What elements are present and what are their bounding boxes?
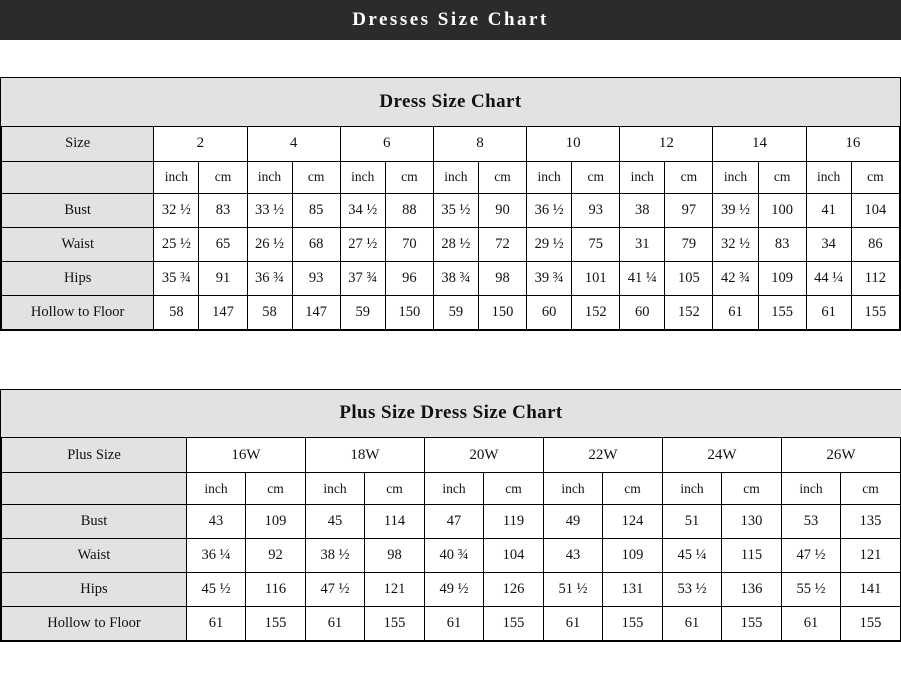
unit-header-cell: cm	[758, 161, 806, 193]
measurement-value: 45 ¼	[663, 539, 722, 573]
measurement-value: 44 ¼	[806, 261, 851, 295]
measurement-value: 34 ½	[340, 193, 385, 227]
measurement-value: 29 ½	[527, 227, 572, 261]
measurement-label: Waist	[2, 539, 187, 573]
measurement-value: 55 ½	[782, 573, 841, 607]
unit-header-cell: inch	[713, 161, 758, 193]
unit-header-cell: inch	[306, 473, 365, 505]
chart-title: Plus Size Dress Size Chart	[2, 390, 901, 438]
measurement-label: Hollow to Floor	[2, 607, 187, 641]
size-column-header: 14	[713, 126, 806, 161]
measurement-value: 152	[572, 295, 620, 329]
size-header-row	[2, 126, 900, 161]
table-row	[2, 193, 900, 227]
unit-header-cell: inch	[620, 161, 665, 193]
measurement-value: 101	[572, 261, 620, 295]
measurement-value: 47 ½	[306, 573, 365, 607]
measurement-value: 49 ½	[425, 573, 484, 607]
measurement-value: 83	[199, 193, 247, 227]
measurement-value: 85	[292, 193, 340, 227]
unit-header-row	[2, 473, 901, 505]
measurement-value: 42 ¾	[713, 261, 758, 295]
measurement-value: 47	[425, 505, 484, 539]
size-column-header: 24W	[663, 438, 782, 473]
measurement-value: 155	[722, 607, 782, 641]
measurement-value: 116	[246, 573, 306, 607]
measurement-value: 105	[665, 261, 713, 295]
measurement-value: 130	[722, 505, 782, 539]
unit-header-cell: cm	[365, 473, 425, 505]
measurement-value: 88	[385, 193, 433, 227]
unit-header-cell: inch	[663, 473, 722, 505]
measurement-value: 53	[782, 505, 841, 539]
unit-header-cell: cm	[841, 473, 901, 505]
measurement-value: 131	[603, 573, 663, 607]
size-column-header: 10	[527, 126, 620, 161]
dress-size-chart-block	[0, 77, 901, 331]
measurement-value: 59	[433, 295, 478, 329]
measurement-value: 27 ½	[340, 227, 385, 261]
size-header-label: Size	[2, 126, 154, 161]
measurement-value: 147	[199, 295, 247, 329]
measurement-value: 25 ½	[154, 227, 199, 261]
measurement-value: 61	[713, 295, 758, 329]
measurement-value: 92	[246, 539, 306, 573]
table-row	[2, 607, 901, 641]
measurement-value: 86	[851, 227, 899, 261]
size-column-header: 8	[433, 126, 526, 161]
measurement-value: 36 ½	[527, 193, 572, 227]
measurement-value: 136	[722, 573, 782, 607]
table-row	[2, 227, 900, 261]
measurement-value: 32 ½	[713, 227, 758, 261]
measurement-value: 37 ¾	[340, 261, 385, 295]
measurement-value: 61	[187, 607, 246, 641]
measurement-value: 150	[478, 295, 526, 329]
measurement-value: 58	[154, 295, 199, 329]
measurement-value: 41 ¼	[620, 261, 665, 295]
measurement-value: 155	[851, 295, 899, 329]
measurement-value: 33 ½	[247, 193, 292, 227]
measurement-value: 115	[722, 539, 782, 573]
unit-header-cell: cm	[572, 161, 620, 193]
size-header-row	[2, 438, 901, 473]
size-column-header: 12	[620, 126, 713, 161]
measurement-value: 61	[663, 607, 722, 641]
measurement-value: 155	[484, 607, 544, 641]
measurement-value: 51	[663, 505, 722, 539]
measurement-value: 72	[478, 227, 526, 261]
measurement-value: 68	[292, 227, 340, 261]
plus-size-chart-table	[1, 390, 901, 642]
measurement-value: 124	[603, 505, 663, 539]
unit-header-cell: inch	[544, 473, 603, 505]
measurement-value: 155	[246, 607, 306, 641]
measurement-value: 93	[292, 261, 340, 295]
measurement-value: 155	[758, 295, 806, 329]
table-row	[2, 505, 901, 539]
measurement-value: 96	[385, 261, 433, 295]
measurement-label: Hips	[2, 573, 187, 607]
measurement-value: 39 ¾	[527, 261, 572, 295]
measurement-value: 39 ½	[713, 193, 758, 227]
measurement-value: 43	[187, 505, 246, 539]
measurement-label: Bust	[2, 193, 154, 227]
chart-title-row	[2, 78, 900, 126]
table-row	[2, 261, 900, 295]
measurement-value: 36 ¼	[187, 539, 246, 573]
measurement-value: 109	[603, 539, 663, 573]
measurement-value: 41	[806, 193, 851, 227]
measurement-value: 32 ½	[154, 193, 199, 227]
unit-header-cell: inch	[340, 161, 385, 193]
measurement-value: 150	[385, 295, 433, 329]
measurement-value: 119	[484, 505, 544, 539]
size-column-header: 16W	[187, 438, 306, 473]
measurement-value: 97	[665, 193, 713, 227]
size-column-header: 2	[154, 126, 247, 161]
measurement-value: 135	[841, 505, 901, 539]
measurement-value: 61	[782, 607, 841, 641]
unit-header-spacer	[2, 473, 187, 505]
size-column-header: 6	[340, 126, 433, 161]
measurement-label: Hips	[2, 261, 154, 295]
size-column-header: 18W	[306, 438, 425, 473]
size-column-header: 22W	[544, 438, 663, 473]
measurement-value: 35 ¾	[154, 261, 199, 295]
measurement-value: 91	[199, 261, 247, 295]
measurement-value: 70	[385, 227, 433, 261]
size-column-header: 20W	[425, 438, 544, 473]
measurement-value: 79	[665, 227, 713, 261]
table-row	[2, 539, 901, 573]
size-column-header: 4	[247, 126, 340, 161]
unit-header-cell: inch	[806, 161, 851, 193]
measurement-value: 45 ½	[187, 573, 246, 607]
measurement-value: 152	[665, 295, 713, 329]
measurement-value: 93	[572, 193, 620, 227]
size-column-header: 26W	[782, 438, 901, 473]
measurement-value: 104	[484, 539, 544, 573]
unit-header-cell: cm	[603, 473, 663, 505]
measurement-value: 114	[365, 505, 425, 539]
measurement-value: 38 ¾	[433, 261, 478, 295]
measurement-value: 141	[841, 573, 901, 607]
measurement-value: 98	[365, 539, 425, 573]
chart-title-row	[2, 390, 901, 438]
measurement-value: 38	[620, 193, 665, 227]
measurement-value: 61	[306, 607, 365, 641]
dress-size-chart-table	[1, 78, 900, 330]
measurement-value: 83	[758, 227, 806, 261]
measurement-value: 121	[841, 539, 901, 573]
measurement-value: 155	[365, 607, 425, 641]
page-title: Dresses Size Chart	[352, 9, 549, 30]
measurement-value: 35 ½	[433, 193, 478, 227]
unit-header-cell: inch	[247, 161, 292, 193]
unit-header-cell: cm	[851, 161, 899, 193]
unit-header-cell: cm	[484, 473, 544, 505]
unit-header-cell: cm	[722, 473, 782, 505]
measurement-value: 43	[544, 539, 603, 573]
measurement-value: 75	[572, 227, 620, 261]
measurement-value: 51 ½	[544, 573, 603, 607]
measurement-value: 61	[544, 607, 603, 641]
measurement-value: 61	[425, 607, 484, 641]
unit-header-cell: cm	[478, 161, 526, 193]
measurement-value: 155	[841, 607, 901, 641]
measurement-value: 47 ½	[782, 539, 841, 573]
measurement-value: 90	[478, 193, 526, 227]
measurement-value: 98	[478, 261, 526, 295]
measurement-value: 155	[603, 607, 663, 641]
measurement-value: 147	[292, 295, 340, 329]
unit-header-cell: cm	[292, 161, 340, 193]
measurement-value: 60	[527, 295, 572, 329]
measurement-value: 109	[246, 505, 306, 539]
unit-header-cell: inch	[187, 473, 246, 505]
measurement-value: 58	[247, 295, 292, 329]
measurement-value: 34	[806, 227, 851, 261]
size-column-header: 16	[806, 126, 899, 161]
measurement-value: 61	[806, 295, 851, 329]
measurement-value: 38 ½	[306, 539, 365, 573]
measurement-label: Hollow to Floor	[2, 295, 154, 329]
unit-header-cell: inch	[433, 161, 478, 193]
measurement-value: 100	[758, 193, 806, 227]
unit-header-cell: cm	[665, 161, 713, 193]
measurement-value: 45	[306, 505, 365, 539]
measurement-value: 31	[620, 227, 665, 261]
measurement-value: 109	[758, 261, 806, 295]
size-header-label: Plus Size	[2, 438, 187, 473]
measurement-value: 26 ½	[247, 227, 292, 261]
chart-title: Dress Size Chart	[2, 78, 900, 126]
measurement-value: 126	[484, 573, 544, 607]
measurement-value: 112	[851, 261, 899, 295]
unit-header-cell: cm	[246, 473, 306, 505]
measurement-value: 65	[199, 227, 247, 261]
unit-header-cell: inch	[425, 473, 484, 505]
measurement-value: 40 ¾	[425, 539, 484, 573]
page-banner	[0, 0, 901, 40]
measurement-value: 53 ½	[663, 573, 722, 607]
measurement-value: 104	[851, 193, 899, 227]
measurement-value: 60	[620, 295, 665, 329]
unit-header-row	[2, 161, 900, 193]
unit-header-spacer	[2, 161, 154, 193]
measurement-value: 59	[340, 295, 385, 329]
measurement-label: Waist	[2, 227, 154, 261]
table-row	[2, 295, 900, 329]
unit-header-cell: cm	[199, 161, 247, 193]
measurement-value: 36 ¾	[247, 261, 292, 295]
unit-header-cell: inch	[782, 473, 841, 505]
measurement-value: 49	[544, 505, 603, 539]
measurement-value: 28 ½	[433, 227, 478, 261]
unit-header-cell: cm	[385, 161, 433, 193]
unit-header-cell: inch	[154, 161, 199, 193]
table-row	[2, 573, 901, 607]
measurement-value: 121	[365, 573, 425, 607]
unit-header-cell: inch	[527, 161, 572, 193]
plus-size-chart-block	[0, 389, 901, 643]
measurement-label: Bust	[2, 505, 187, 539]
